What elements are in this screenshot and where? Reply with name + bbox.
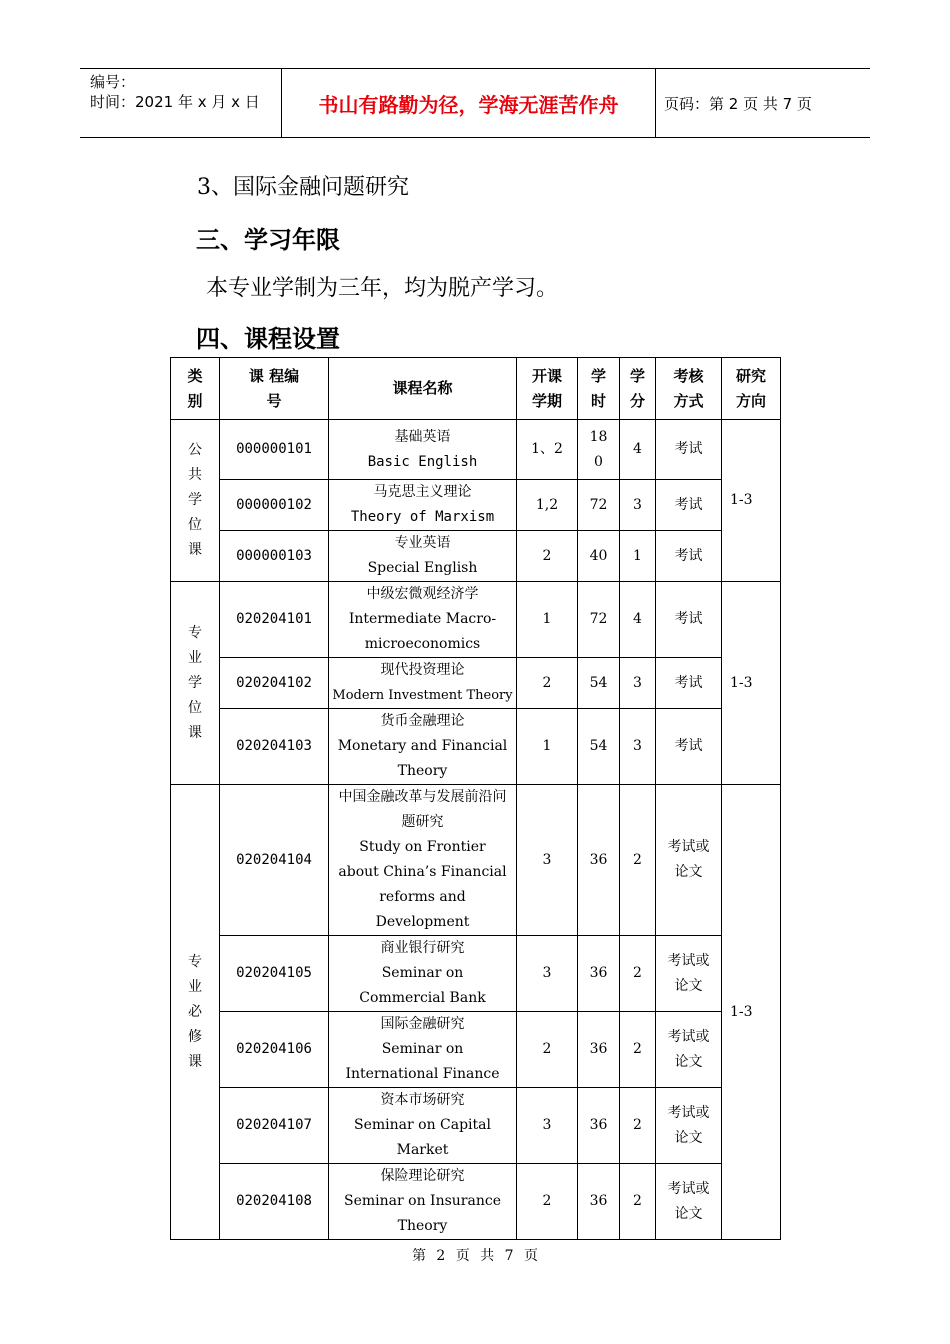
direction-cell: 1-3 (722, 785, 781, 1240)
section-heading-courses: 四、课程设置 (196, 325, 340, 353)
course-credits: 2 (620, 1088, 656, 1164)
course-code: 020204108 (220, 1164, 329, 1240)
course-hours: 36 (578, 936, 620, 1012)
course-code: 000000102 (220, 480, 329, 531)
header-meta (80, 69, 280, 137)
course-hours: 36 (578, 1012, 620, 1088)
course-semester: 2 (517, 531, 578, 582)
table-row (171, 480, 781, 531)
course-name: 马克思主义理论 Theory of Marxism (329, 480, 517, 531)
col-hours: 学时 (578, 358, 620, 420)
section-heading-study-years: 三、学习年限 (196, 226, 340, 254)
course-exam: 考试 (656, 531, 722, 582)
table-row (171, 531, 781, 582)
category-cell: 专业必修课 (171, 785, 220, 1240)
col-semester: 开课学期 (517, 358, 578, 420)
category-cell: 专业学位课 (171, 582, 220, 785)
course-table (170, 357, 781, 1240)
course-name: 货币金融理论 Monetary and Financial Theory (329, 709, 517, 785)
header-page-info: 页码：第 2 页 共 7 页 (664, 94, 812, 113)
col-category: 类别 (171, 358, 220, 420)
course-semester: 3 (517, 1088, 578, 1164)
course-hours: 54 (578, 709, 620, 785)
direction-cell: 1-3 (722, 582, 781, 785)
course-exam: 考试或论文 (656, 785, 722, 936)
course-name: 保险理论研究 Seminar on Insurance Theory (329, 1164, 517, 1240)
course-hours: 72 (578, 582, 620, 658)
course-exam: 考试 (656, 480, 722, 531)
category-cell: 公共学位课 (171, 420, 220, 582)
page-header (80, 68, 870, 138)
course-name: 基础英语 Basic English (329, 420, 517, 480)
course-hours: 180 (578, 420, 620, 480)
course-semester: 1、2 (517, 420, 578, 480)
course-code: 020204106 (220, 1012, 329, 1088)
course-credits: 1 (620, 531, 656, 582)
course-code: 020204101 (220, 582, 329, 658)
course-name: 中国金融改革与发展前沿问题研究 Study on Frontier about China’s Financial reforms and Development (329, 785, 517, 936)
course-credits: 4 (620, 582, 656, 658)
course-exam: 考试 (656, 658, 722, 709)
table-row (171, 658, 781, 709)
col-name: 课程名称 (329, 358, 517, 420)
course-code: 020204102 (220, 658, 329, 709)
table-row (171, 420, 781, 480)
course-credits: 4 (620, 420, 656, 480)
course-hours: 72 (578, 480, 620, 531)
table-row (171, 1088, 781, 1164)
course-hours: 54 (578, 658, 620, 709)
course-code: 020204103 (220, 709, 329, 785)
course-credits: 2 (620, 1164, 656, 1240)
course-hours: 36 (578, 785, 620, 936)
course-credits: 2 (620, 936, 656, 1012)
course-exam: 考试或论文 (656, 936, 722, 1012)
course-semester: 1,2 (517, 480, 578, 531)
col-credits: 学分 (620, 358, 656, 420)
table-row (171, 1012, 781, 1088)
course-code: 000000101 (220, 420, 329, 480)
course-credits: 3 (620, 658, 656, 709)
course-exam: 考试或论文 (656, 1088, 722, 1164)
study-years-paragraph: 本专业学制为三年，均为脱产学习。 (206, 276, 559, 301)
course-name: 专业英语 Special English (329, 531, 517, 582)
col-exam: 考核方式 (656, 358, 722, 420)
course-credits: 2 (620, 1012, 656, 1088)
course-hours: 40 (578, 531, 620, 582)
course-credits: 2 (620, 785, 656, 936)
course-code: 020204107 (220, 1088, 329, 1164)
course-credits: 3 (620, 709, 656, 785)
course-name: 商业银行研究 Seminar on Commercial Bank (329, 936, 517, 1012)
course-code: 020204104 (220, 785, 329, 936)
course-credits: 3 (620, 480, 656, 531)
course-exam: 考试 (656, 709, 722, 785)
table-row (171, 936, 781, 1012)
table-row (171, 1164, 781, 1240)
table-row (171, 709, 781, 785)
course-hours: 36 (578, 1164, 620, 1240)
course-name: 中级宏微观经济学 Intermediate Macro-microeconomics (329, 582, 517, 658)
course-code: 000000103 (220, 531, 329, 582)
col-code: 课 程编 号 (220, 358, 329, 420)
header-motto: 书山有路勤为径，学海无涯苦作舟 (281, 69, 656, 137)
course-name: 资本市场研究 Seminar on Capital Market (329, 1088, 517, 1164)
course-semester: 1 (517, 582, 578, 658)
course-semester: 3 (517, 936, 578, 1012)
course-name: 国际金融研究 Seminar on International Finance (329, 1012, 517, 1088)
course-exam: 考试 (656, 420, 722, 480)
course-hours: 36 (578, 1088, 620, 1164)
number-label: 编号： (90, 73, 136, 91)
table-row (171, 785, 781, 936)
direction-cell: 1-3 (722, 420, 781, 582)
course-semester: 3 (517, 785, 578, 936)
course-code: 020204105 (220, 936, 329, 1012)
table-header-row (171, 358, 781, 420)
research-direction-3: 3、国际金融问题研究 (197, 175, 409, 200)
table-row (171, 582, 781, 658)
course-exam: 考试或论文 (656, 1164, 722, 1240)
course-semester: 2 (517, 658, 578, 709)
course-exam: 考试或论文 (656, 1012, 722, 1088)
course-name: 现代投资理论 Modern Investment Theory (329, 658, 517, 709)
time-label: 时间：2021 年 x 月 x 日 (90, 93, 260, 111)
course-exam: 考试 (656, 582, 722, 658)
course-semester: 2 (517, 1012, 578, 1088)
course-semester: 1 (517, 709, 578, 785)
page-footer: 第 2 页 共 7 页 (411, 1248, 539, 1264)
col-direction: 研究方向 (722, 358, 781, 420)
course-semester: 2 (517, 1164, 578, 1240)
